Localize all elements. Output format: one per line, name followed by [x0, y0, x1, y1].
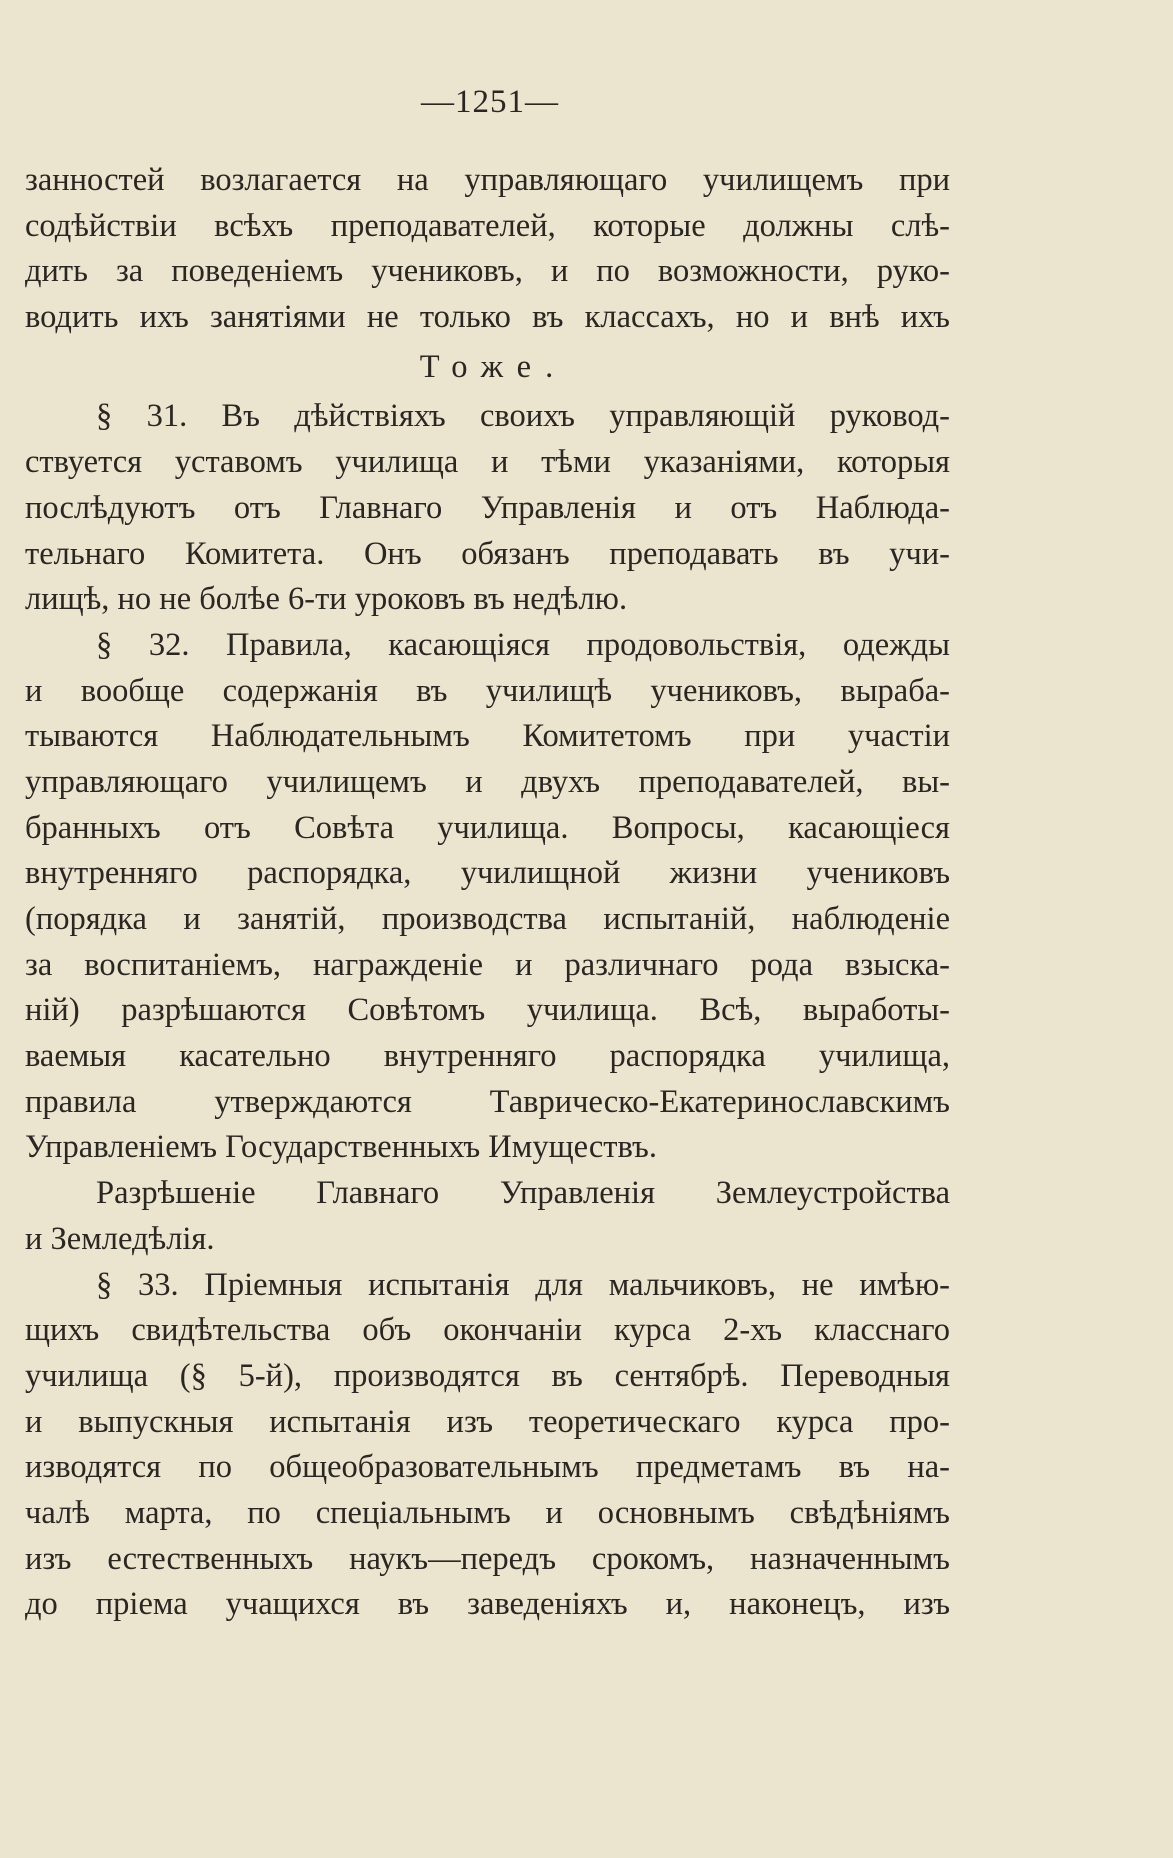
text-line: послѣдуютъ отъ Главнаго Управленія и отъ Наблюда-	[25, 489, 950, 526]
text-line: и Земледѣлія.	[25, 1220, 215, 1257]
text-line: § 33. Пріемныя испытанія для мальчиковъ, не имѣю-	[96, 1266, 950, 1303]
text-line: изводятся по общеобразовательнымъ предметамъ въ на-	[25, 1449, 950, 1486]
text-line: занностей возлагается на управляющаго училищемъ при	[25, 162, 950, 198]
section-31-paragraph	[25, 394, 950, 622]
text-line: чалѣ марта, по спеціальнымъ и основнымъ свѣдѣніямъ	[25, 1494, 950, 1531]
continuation-paragraph	[25, 158, 950, 341]
text-line: до пріема учащихся въ заведеніяхъ и, наконецъ, изъ	[25, 1586, 950, 1623]
section-heading: Тоже.	[419, 348, 568, 385]
text-line: тываются Наблюдательнымъ Комитетомъ при участіи	[25, 718, 950, 755]
text-line: внутренняго распорядка, училищной жизни учениковъ	[25, 855, 950, 892]
resolution-paragraph	[25, 1171, 950, 1262]
page-number: —1251—	[421, 84, 559, 120]
text-line: бранныхъ отъ Совѣта училища. Вопросы, касающіеся	[25, 809, 950, 846]
text-line: ваемыя касательно внутренняго распорядка училища,	[25, 1038, 950, 1075]
text-line: ствуется уставомъ училища и тѣми указаніями, которыя	[25, 444, 950, 481]
section-32-paragraph	[25, 623, 950, 1171]
text-line: § 31. Въ дѣйствіяхъ своихъ управляющій руковод-	[96, 398, 950, 435]
text-line: лищѣ, но не болѣе 6-ти уроковъ въ недѣлю.	[25, 581, 628, 618]
text-line: Разрѣшеніе Главнаго Управленія Землеустройства	[96, 1175, 950, 1212]
text-line: и вообще содержанія въ училищѣ учениковъ, выраба-	[25, 672, 950, 709]
text-line: училища (§ 5-й), производятся въ сентябрѣ. Переводныя	[25, 1357, 950, 1394]
text-line: ній) разрѣшаются Совѣтомъ училища. Всѣ, выработы-	[25, 992, 950, 1029]
section-33-paragraph	[25, 1263, 950, 1629]
page-body	[25, 158, 950, 1628]
text-line: управляющаго училищемъ и двухъ преподавателей, вы-	[25, 763, 950, 800]
text-line: § 32. Правила, касающіяся продовольствія, одежды	[96, 626, 950, 663]
text-line: изъ естественныхъ наукъ—передъ срокомъ, назначеннымъ	[25, 1540, 950, 1577]
text-line: Управленіемъ Государственныхъ Имуществъ.	[25, 1129, 657, 1166]
text-line: водить ихъ занятіями не только въ классахъ, но и внѣ ихъ	[25, 299, 950, 336]
text-line: за воспитаніемъ, награжденіе и различнаго рода взыска-	[25, 946, 950, 983]
text-line: содѣйствіи всѣхъ преподавателей, которые должны слѣ-	[25, 207, 950, 244]
text-line: (порядка и занятій, производства испытаній, наблюденіе	[25, 901, 950, 937]
text-line: дить за поведеніемъ учениковъ, и по возможности, руко-	[25, 253, 950, 290]
text-line: тельнаго Комитета. Онъ обязанъ преподавать въ учи-	[25, 535, 950, 572]
text-line: правила утверждаются Таврическо-Екатеринославскимъ	[25, 1083, 950, 1120]
text-line: щихъ свидѣтельства объ окончаніи курса 2-хъ класснаго	[25, 1312, 950, 1349]
text-line: и выпускныя испытанія изъ теоретическаго курса про-	[25, 1403, 950, 1440]
